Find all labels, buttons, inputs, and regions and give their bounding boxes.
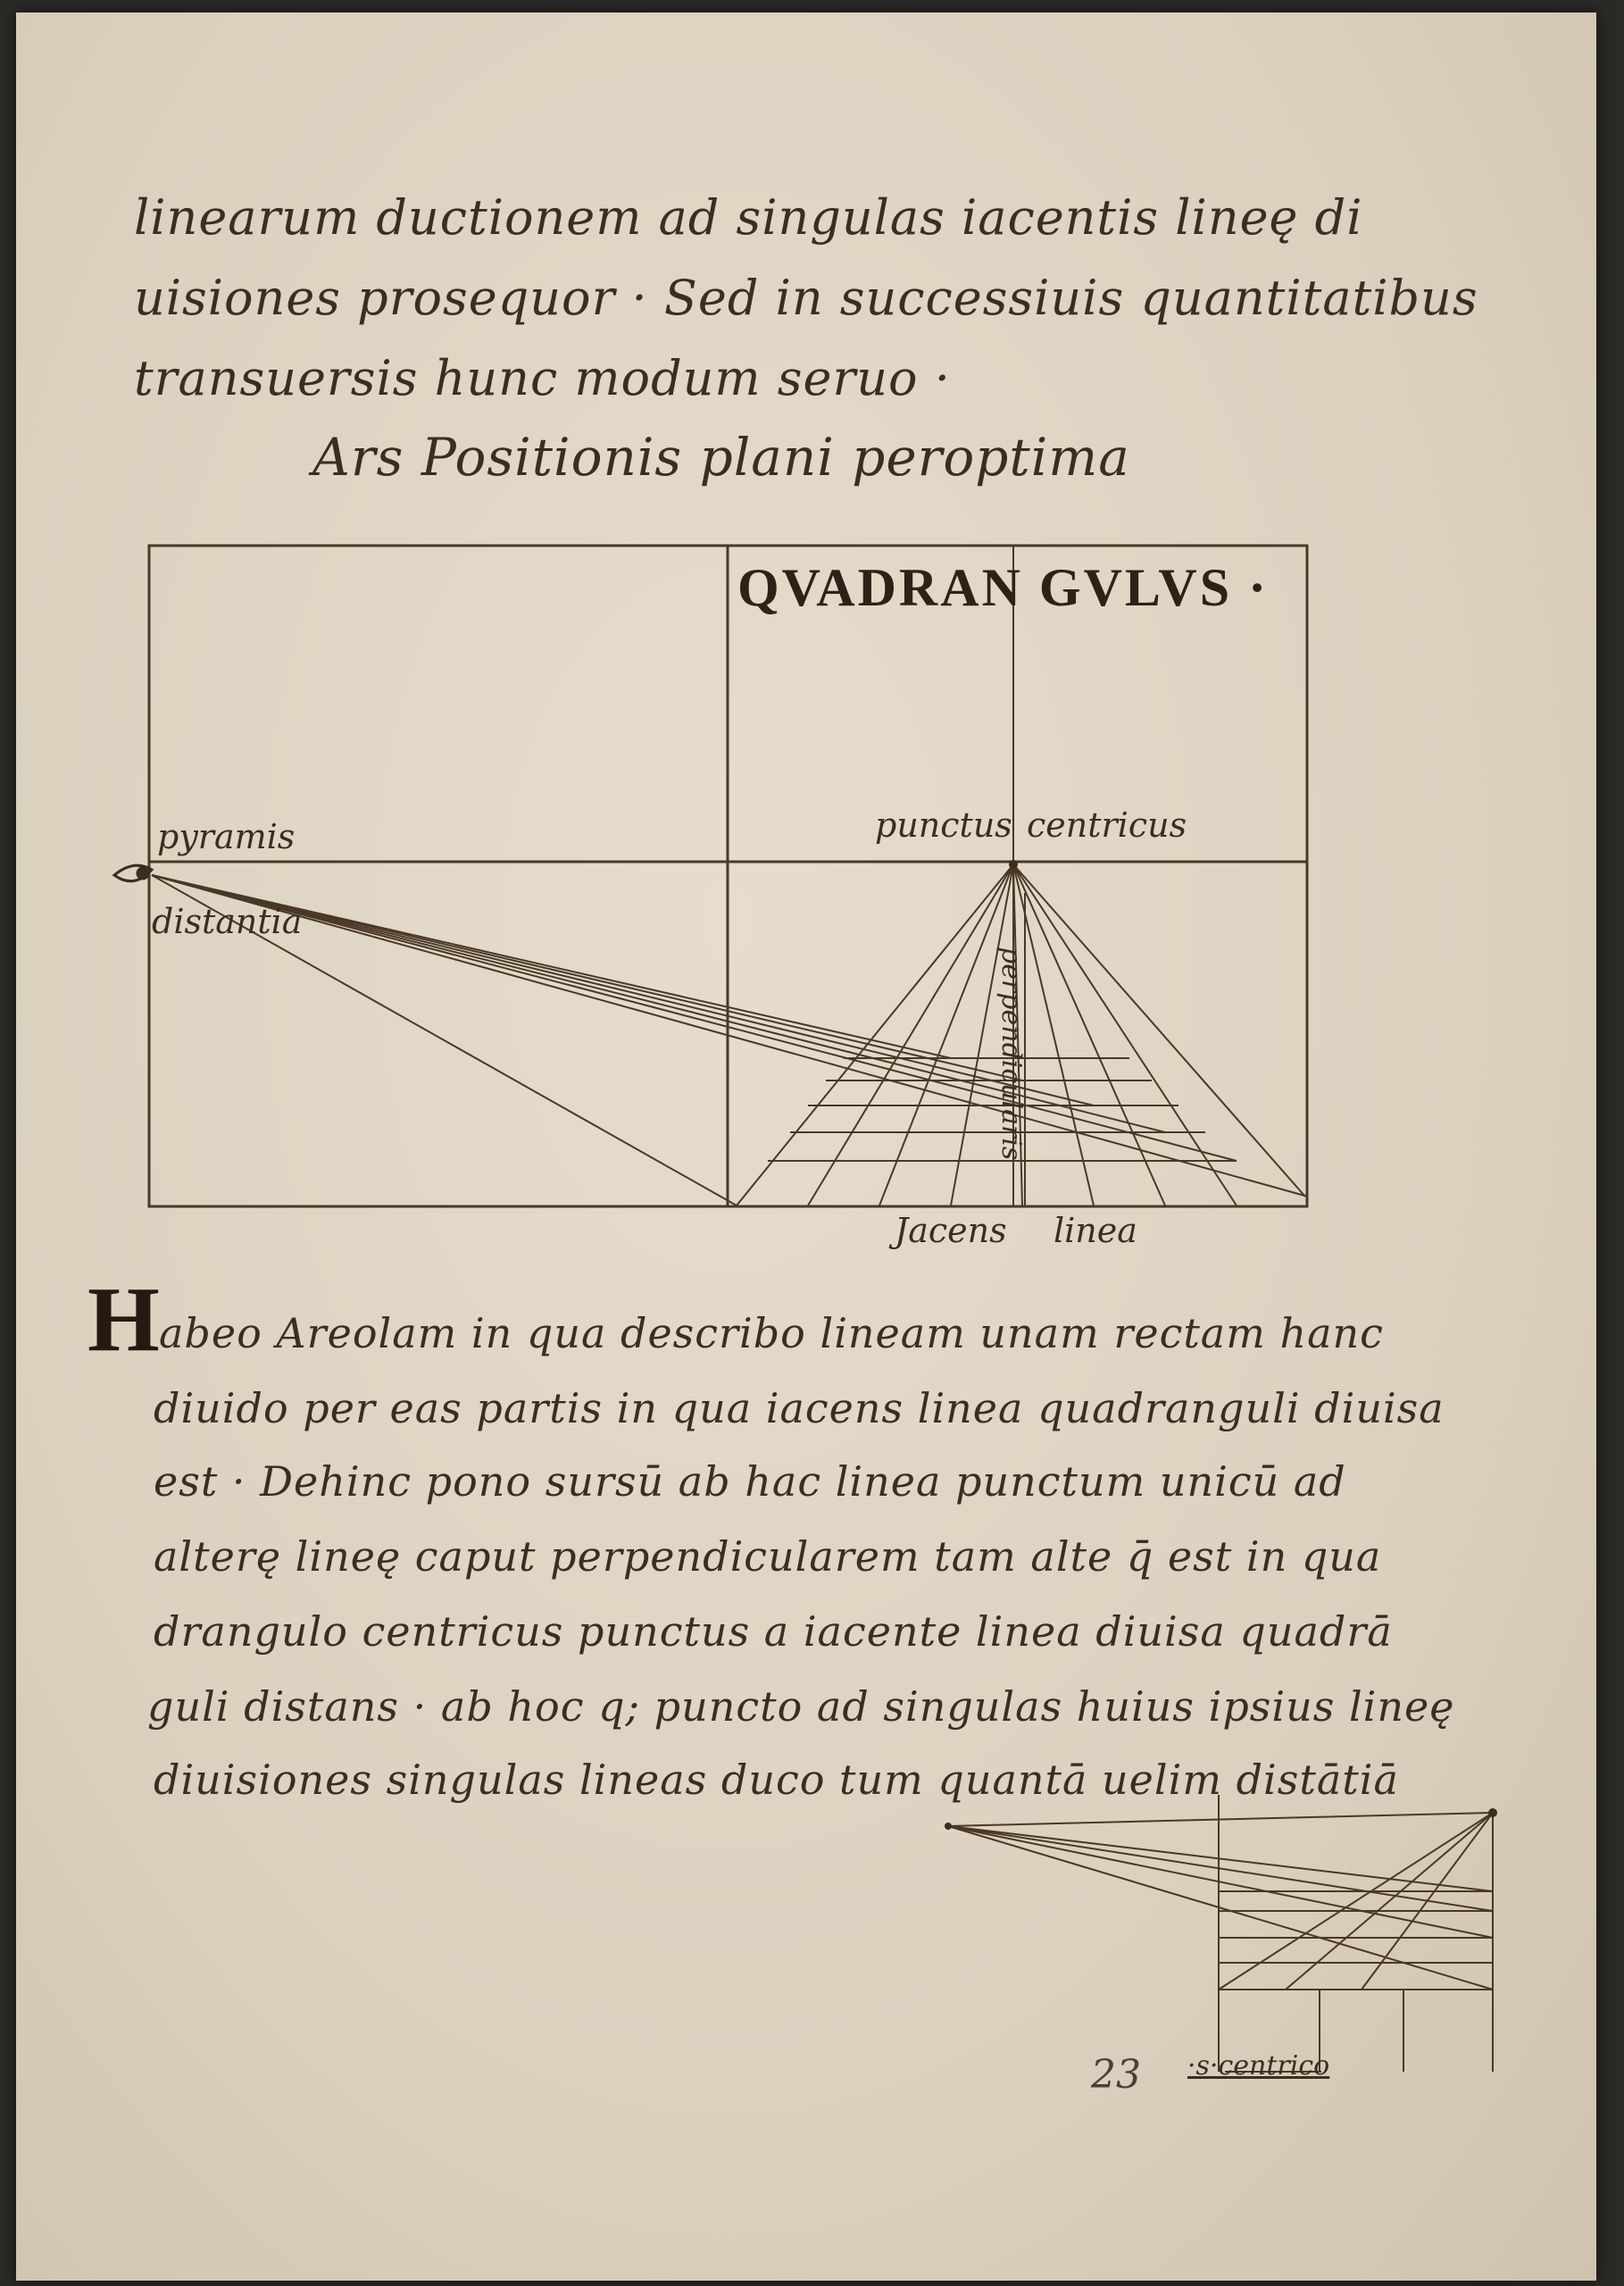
text-bottom-line-7: diuisiones singulas lineas duco tum quantā uelim distātiā xyxy=(154,1756,1399,1804)
text-bottom-line-6: guli distans · ab hoc q; puncto ad singulas huius ipsius lineę xyxy=(147,1682,1455,1731)
label-perpendicularis: perpendicularis xyxy=(995,947,1027,1161)
label-jacens: Jacens xyxy=(895,1211,1007,1250)
eye-icon xyxy=(114,865,152,881)
convergence-lines xyxy=(152,864,1308,1206)
centric-point xyxy=(1009,860,1018,869)
label-pyramis: pyramis xyxy=(157,817,296,856)
drop-capital: H xyxy=(87,1268,160,1371)
label-punctus: punctus xyxy=(875,805,1012,845)
text-top-line-2: uisiones prosequor · Sed in successiuis quantitatibus xyxy=(134,270,1478,326)
text-bottom-line-5: drangulo centricus punctus a iacente linea diuisa quadrā xyxy=(154,1607,1393,1656)
quadrangulus-title: QVADRAN GVLVS · xyxy=(737,558,1270,617)
label-centrico: ·s·centrico xyxy=(1187,2050,1330,2082)
text-bottom-line-4: alterę lineę caput perpendicularem tam alte q̄ est in qua xyxy=(154,1532,1382,1581)
label-linea: linea xyxy=(1054,1211,1137,1250)
text-bottom-line-2: diuido per eas partis in qua iacens linea quadranguli diuisa xyxy=(154,1384,1445,1432)
page-number: 23 xyxy=(1091,2052,1141,2098)
text-top-line-3: transuersis hunc modum seruo · xyxy=(134,350,951,406)
text-bottom-line-3: est · Dehinc pono sursū ab hac linea punctum unicū ad xyxy=(154,1457,1346,1506)
small-diagram xyxy=(948,1795,1493,2072)
section-heading: Ars Positionis plani peroptima xyxy=(312,427,1130,488)
text-top-line-1: linearum ductionem ad singulas iacentis lineę di xyxy=(134,189,1363,246)
label-distantia: distantia xyxy=(152,902,303,941)
label-centricus: centricus xyxy=(1027,805,1187,845)
text-bottom-line-1: abeo Areolam in qua describo lineam unam rectam hanc xyxy=(159,1309,1384,1357)
